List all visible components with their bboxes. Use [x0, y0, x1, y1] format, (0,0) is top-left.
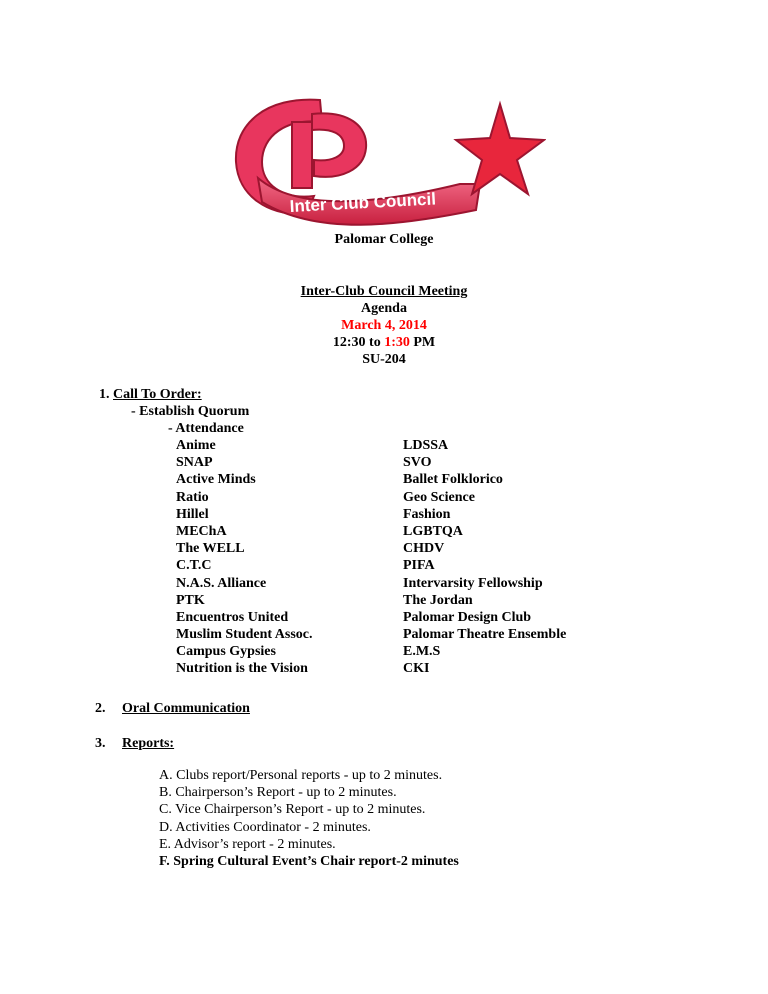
section-1-heading	[99, 386, 202, 403]
club-name: Encuentros United	[176, 609, 289, 625]
club-name: Intervarsity Fellowship	[403, 575, 543, 591]
club-name: LDSSA	[403, 438, 449, 453]
report-item: E. Advisor’s report - 2 minutes.	[159, 836, 336, 852]
club-name: Nutrition is the Vision	[176, 661, 308, 677]
club-name: The Jordan	[403, 592, 473, 608]
club-name: CKI	[403, 661, 430, 677]
club-name: LGBTQA	[403, 523, 463, 539]
meeting-date: March 4, 2014	[341, 318, 427, 333]
club-name: Muslim Student Assoc.	[176, 627, 313, 643]
club-name: Hillel	[176, 506, 209, 522]
meeting-time	[0, 334, 768, 351]
establish-quorum: - Establish Quorum	[131, 404, 250, 419]
club-name: Palomar Theatre Ensemble	[403, 627, 567, 643]
time-to: to	[369, 335, 381, 350]
time-start: 12:30	[332, 335, 366, 350]
club-name: SVO	[403, 455, 432, 471]
section-1-title: Call To Order:	[113, 387, 202, 402]
section-3-title: Reports:	[122, 736, 175, 751]
club-name: MEChA	[176, 523, 227, 539]
time-suffix: PM	[413, 335, 436, 350]
section-2-title: Oral Communication	[122, 701, 250, 716]
reports-list	[159, 767, 459, 870]
report-item: D. Activities Coordinator - 2 minutes.	[159, 819, 371, 835]
agenda-subtitle: Agenda	[361, 301, 407, 316]
club-name: C.T.C	[176, 558, 212, 574]
logo-star	[456, 104, 544, 194]
logo-p-letter	[292, 122, 312, 188]
club-name: E.M.S	[403, 644, 441, 660]
report-item: F. Spring Cultural Event’s Chair report-2 minutes	[159, 854, 459, 870]
club-list-right	[403, 437, 566, 678]
club-name: Ballet Folklorico	[403, 472, 503, 488]
club-name: PIFA	[403, 558, 435, 574]
section-2-number: 2.	[95, 701, 106, 716]
club-name: CHDV	[403, 541, 445, 557]
inter-club-council-logo	[228, 92, 546, 240]
club-name: Ratio	[176, 489, 209, 505]
time-end: 1:30	[384, 335, 410, 350]
college-name: Palomar College	[334, 232, 434, 247]
section-3-number: 3.	[95, 736, 106, 751]
club-name: PTK	[176, 592, 205, 608]
logo-text: Inter Club Council	[289, 189, 437, 216]
meeting-title: Inter-Club Council Meeting	[300, 284, 468, 299]
club-list-left	[176, 437, 313, 678]
club-name: Anime	[176, 438, 216, 453]
club-name: Active Minds	[176, 472, 256, 488]
section-1-number: 1.	[99, 387, 110, 402]
club-name: Campus Gypsies	[176, 644, 276, 660]
club-name: Palomar Design Club	[403, 609, 532, 625]
club-name: SNAP	[176, 455, 213, 471]
club-name: N.A.S. Alliance	[176, 575, 267, 591]
club-name: Geo Science	[403, 489, 475, 505]
attendance: - Attendance	[168, 421, 244, 436]
report-item: A. Clubs report/Personal reports - up to 2 minutes.	[159, 768, 443, 783]
club-name: Fashion	[403, 506, 451, 522]
report-item: B. Chairperson’s Report - up to 2 minutes.	[159, 785, 397, 801]
club-name: The WELL	[176, 541, 245, 557]
meeting-room: SU-204	[362, 352, 406, 367]
report-item: C. Vice Chairperson’s Report - up to 2 minutes.	[159, 802, 426, 818]
